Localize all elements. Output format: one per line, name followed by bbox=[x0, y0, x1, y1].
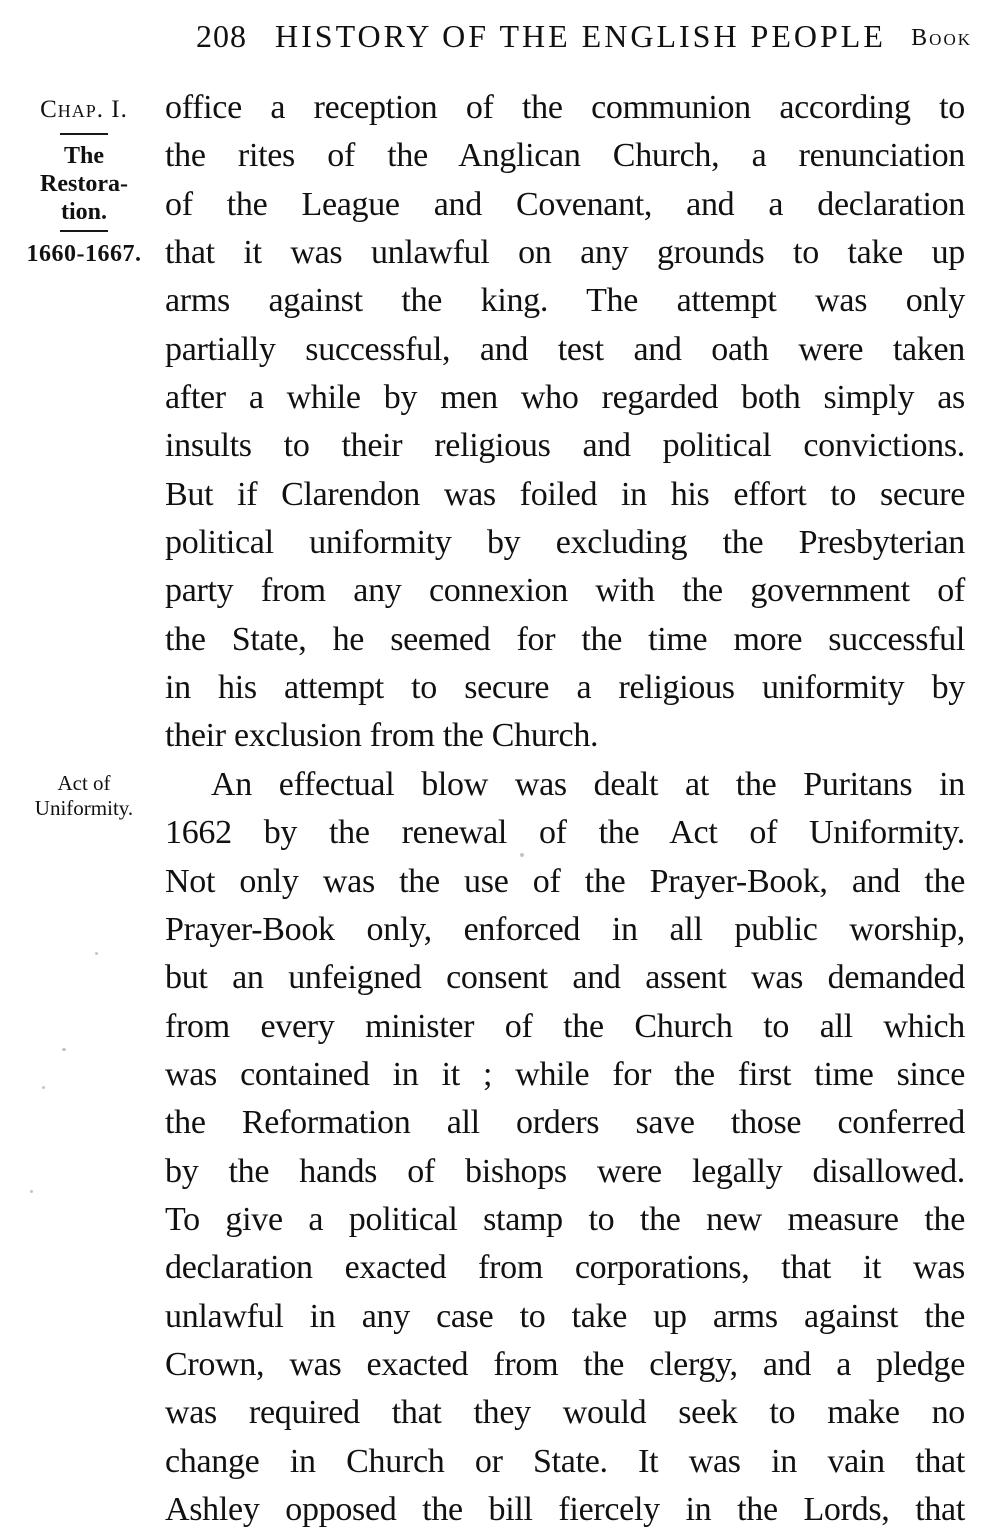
text-line: by the hands of bishops were legally disallowed. bbox=[165, 1152, 965, 1190]
text-line: the State, he seemed for the time more successful bbox=[165, 620, 965, 658]
text-line: was required that they would seek to make no bbox=[165, 1394, 965, 1432]
margin-rule bbox=[60, 230, 108, 232]
text-line: declaration exacted from corporations, that it was bbox=[165, 1249, 965, 1287]
running-title: HISTORY OF THE ENGLISH PEOPLE bbox=[275, 18, 886, 54]
scan-speck bbox=[95, 952, 98, 955]
margin-note-section-line: The bbox=[63, 143, 104, 169]
text-line: office a reception of the communion according to bbox=[165, 89, 965, 126]
text-line: political uniformity by excluding the Presbyterian bbox=[165, 524, 965, 562]
margin-note-section-line: Restora- bbox=[40, 171, 128, 197]
text-line: 1662 by the renewal of the Act of Uniformity. bbox=[165, 814, 965, 852]
text-line: But if Clarendon was foiled in his effort to secure bbox=[165, 475, 965, 513]
text-line: the rites of the Anglican Church, a renunciation bbox=[165, 137, 965, 175]
text-line: Not only was the use of the Prayer-Book, and the bbox=[165, 862, 965, 900]
text-line: unlawful in any case to take up arms against the bbox=[165, 1297, 965, 1335]
scan-speck bbox=[520, 853, 524, 857]
margin-rule bbox=[60, 133, 108, 135]
text-line: change in Church or State. It was in vain that bbox=[165, 1442, 965, 1480]
text-line: in his attempt to secure a religious uniformity by bbox=[165, 669, 965, 707]
margin-note-act-line: Act of bbox=[57, 771, 111, 795]
paragraph bbox=[165, 84, 965, 761]
text-line: Prayer-Book only, enforced in all public worship, bbox=[165, 910, 965, 948]
text-line: that it was unlawful on any grounds to take up bbox=[165, 234, 965, 272]
text-line: after a while by men who regarded both simply as bbox=[165, 379, 965, 417]
body-text bbox=[165, 84, 965, 1534]
text-line: their exclusion from the Church. bbox=[165, 717, 599, 755]
margin-note-dates: 1660-1667. bbox=[26, 241, 142, 267]
text-line: insults to their religious and political convictions. bbox=[165, 427, 965, 465]
scan-speck bbox=[30, 1190, 33, 1193]
scan-speck bbox=[62, 1048, 66, 1051]
running-header bbox=[0, 16, 1000, 56]
text-line: but an unfeigned consent and assent was demanded bbox=[165, 959, 965, 997]
book-label: Book bbox=[911, 25, 972, 51]
margin-note-act-of-uniformity bbox=[8, 771, 160, 821]
text-line: from every minister of the Church to all which bbox=[165, 1007, 965, 1045]
margin-note-chapter: Chap. I. bbox=[40, 96, 128, 123]
scan-speck bbox=[42, 1086, 45, 1089]
text-line: partially successful, and test and oath were taken bbox=[165, 330, 965, 368]
text-line: An effectual blow was dealt at the Puritans in bbox=[211, 765, 965, 803]
text-line: party from any connexion with the government of bbox=[165, 572, 965, 610]
text-line: Crown, was exacted from the clergy, and a pledge bbox=[165, 1345, 965, 1383]
text-line: Ashley opposed the bill fiercely in the Lords, that bbox=[165, 1490, 965, 1528]
page-number: 208 bbox=[196, 18, 247, 54]
text-line: arms against the king. The attempt was only bbox=[165, 282, 965, 320]
paragraph bbox=[165, 761, 965, 1534]
text-line: of the League and Covenant, and a declaration bbox=[165, 185, 965, 223]
text-line: To give a political stamp to the new measure the bbox=[165, 1200, 965, 1238]
margin-note-act-line: Uniformity. bbox=[34, 796, 134, 820]
text-line: was contained in it ; while for the first time since bbox=[165, 1055, 965, 1093]
margin-note-section-line: tion. bbox=[60, 199, 107, 225]
margin-note-section bbox=[8, 142, 160, 226]
text-line: the Reformation all orders save those conferred bbox=[165, 1104, 965, 1142]
